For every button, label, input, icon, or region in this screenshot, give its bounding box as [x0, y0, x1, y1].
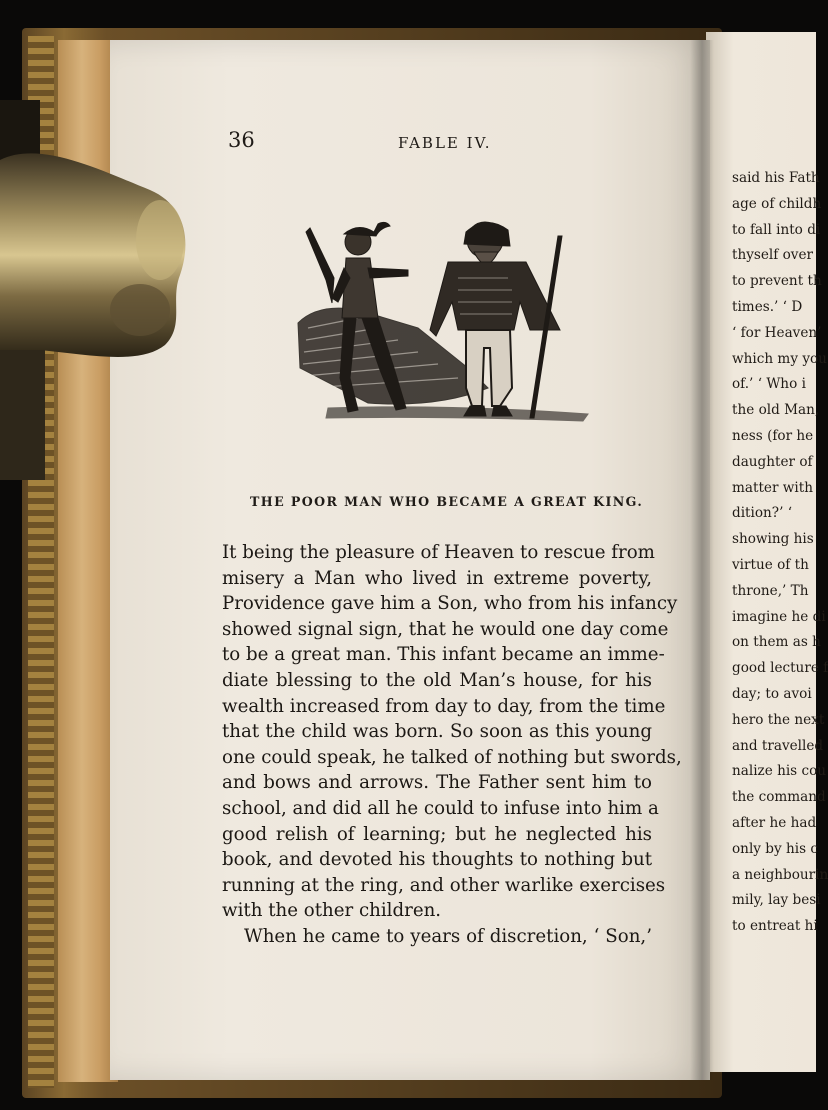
right-line: hero the next: [732, 711, 825, 728]
right-line: the old Man,: [732, 402, 820, 419]
body-line: that the child was born. So soon as this young: [222, 721, 652, 743]
right-line: throne,’ Th: [732, 582, 809, 599]
right-line: daughter of: [732, 453, 813, 470]
right-line: age of childh: [732, 195, 822, 212]
right-line: ‘ for Heaven’: [732, 324, 822, 341]
right-line: nalize his cou: [732, 763, 827, 780]
page-number: 36: [228, 128, 255, 152]
body-text: [222, 540, 682, 950]
body-line: diate blessing to the old Man’s house, for his: [222, 669, 652, 691]
right-line: ness (for he: [732, 427, 814, 444]
body-line: school, and did all he could to infuse into him a: [222, 797, 659, 819]
gutter-shadow: [690, 40, 714, 1080]
brass-clasp: [0, 100, 190, 480]
body-line: to be a great man. This infant became an imme-: [222, 644, 665, 666]
right-line: on them as h: [732, 634, 821, 651]
right-line: to fall into di: [732, 221, 821, 238]
body-line: and bows and arrows. The Father sent him to: [222, 772, 652, 794]
right-line: of.’ ‘ Who i: [732, 376, 806, 393]
body-line: one could speak, he talked of nothing but swords,: [222, 746, 682, 768]
right-line: and travelled: [732, 737, 824, 754]
body-line: book, and devoted his thoughts to nothing but: [222, 849, 652, 871]
right-line: said his Fath: [732, 170, 820, 186]
right-line: which my you: [732, 350, 827, 367]
body-line: showed signal sign, that he would one day come: [222, 618, 669, 640]
body-line: When he came to years of discretion, ‘ Son,’: [244, 925, 652, 947]
body-line: with the other children.: [222, 900, 442, 922]
right-line: virtue of th: [732, 556, 809, 573]
right-line: good lecture f: [732, 660, 828, 677]
right-line: to prevent th: [732, 273, 822, 290]
right-line: only by his c: [732, 840, 819, 857]
right-line: showing his: [732, 531, 814, 548]
right-line: after he had: [732, 814, 817, 831]
right-line: mily, lay besi: [732, 892, 821, 909]
woodcut-illustration: [298, 218, 588, 428]
right-line: a neighbourin: [732, 866, 828, 883]
right-line: to entreat hi: [732, 918, 818, 935]
right-line: thyself over: [732, 247, 814, 264]
body-line: It being the pleasure of Heaven to rescue from: [222, 542, 655, 563]
running-head: FABLE IV.: [398, 134, 492, 152]
body-line: misery a Man who lived in extreme poverty,: [222, 567, 652, 589]
illustration-caption: THE POOR MAN WHO BECAME A GREAT KING.: [250, 494, 644, 509]
right-line: matter with: [732, 479, 813, 496]
body-line: running at the ring, and other warlike exercises: [222, 874, 666, 896]
body-line: good relish of learning; but he neglected his: [222, 823, 652, 845]
body-line: Providence gave him a Son, who from his infancy: [222, 593, 678, 615]
right-line: dition?’ ‘: [732, 505, 793, 522]
right-line: day; to avoi: [732, 685, 812, 702]
right-page-text: [732, 166, 828, 986]
right-line: times.’ ‘ D: [732, 298, 803, 315]
right-line: imagine he di: [732, 608, 826, 625]
body-line: wealth increased from day to day, from the time: [222, 695, 666, 717]
right-line: the command: [732, 789, 826, 806]
